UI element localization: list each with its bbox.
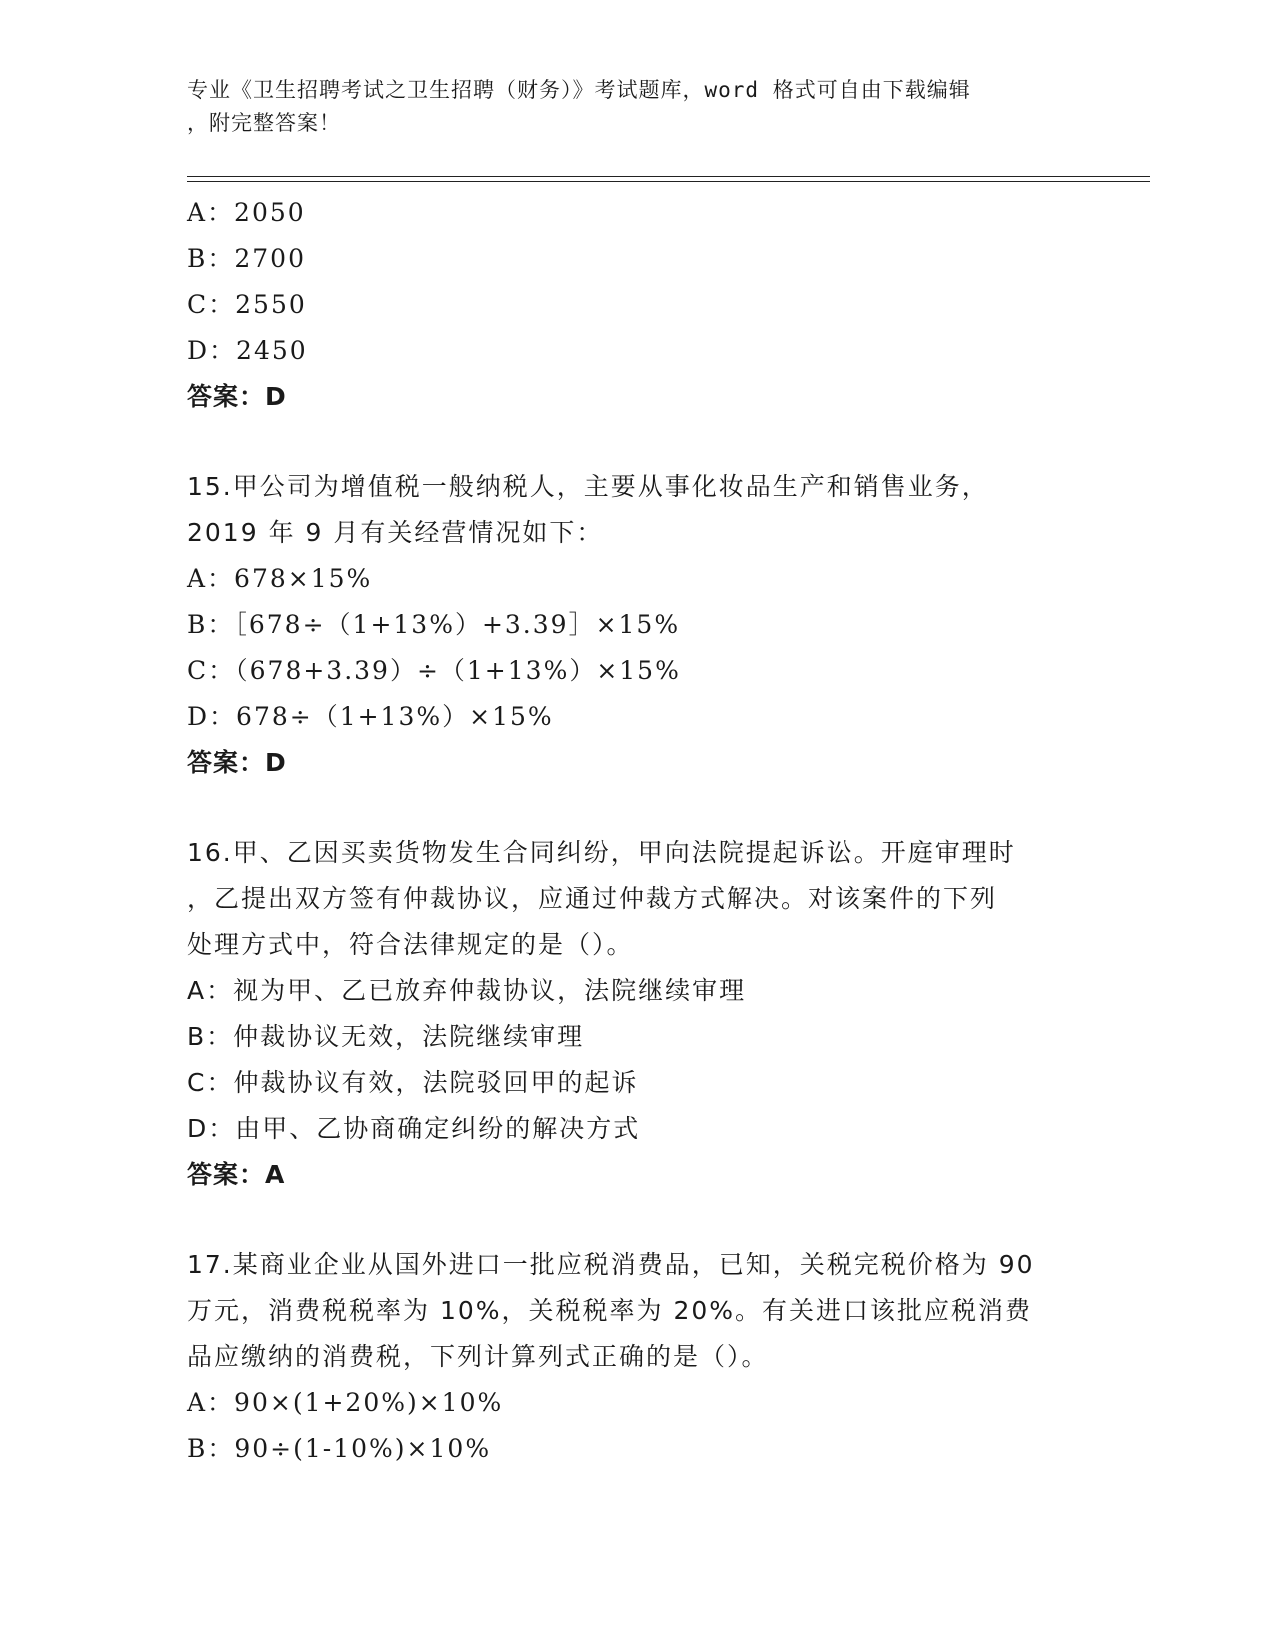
question-stem-line: 15.甲公司为增值税一般纳税人，主要从事化妆品生产和销售业务， [187, 472, 989, 501]
document-body [187, 190, 1107, 1472]
answer: 答案：D [187, 382, 287, 411]
answer: 答案：D [187, 748, 287, 777]
header-divider-bottom [187, 181, 1150, 182]
header-divider-top [187, 176, 1150, 177]
question-stem-line: 处理方式中，符合法律规定的是（）。 [187, 930, 634, 959]
option-b: B：2700 [187, 244, 306, 273]
option-a: A：678×15% [187, 564, 373, 593]
question-16 [187, 830, 1107, 1198]
option-c: C：2550 [187, 290, 307, 319]
header-line-1: 专业《卫生招聘考试之卫生招聘（财务）》考试题库，word 格式可自由下载编辑 [187, 78, 971, 102]
option-a: A：视为甲、乙已放弃仲裁协议，法院继续审理 [187, 976, 747, 1005]
option-c: C：仲裁协议有效，法院驳回甲的起诉 [187, 1068, 639, 1097]
option-d: D：2450 [187, 336, 308, 365]
option-d: D：678÷（1+13%）×15% [187, 702, 554, 731]
document-header [187, 74, 1087, 140]
option-a: A：90×(1+20%)×10% [187, 1388, 504, 1417]
option-b: B：90÷(1-10%)×10% [187, 1434, 492, 1463]
question-stem-line: 2019 年 9 月有关经营情况如下： [187, 518, 604, 547]
question-stem-line: 万元，消费税税率为 10%，关税税率为 20%。有关进口该批应税消费 [187, 1296, 1033, 1325]
option-b: B：［678÷（1+13%）+3.39］×15% [187, 610, 681, 639]
question-17 [187, 1242, 1107, 1472]
question-stem-line: 16.甲、乙因买卖货物发生合同纠纷，甲向法院提起诉讼。开庭审理时 [187, 838, 1016, 867]
option-b: B：仲裁协议无效，法院继续审理 [187, 1022, 585, 1051]
question-14 [187, 190, 1107, 420]
option-c: C：（678+3.39）÷（1+13%）×15% [187, 656, 681, 685]
question-stem-line: 17.某商业企业从国外进口一批应税消费品，已知，关税完税价格为 90 [187, 1250, 1035, 1279]
answer: 答案：A [187, 1160, 286, 1189]
option-d: D：由甲、乙协商确定纠纷的解决方式 [187, 1114, 641, 1143]
question-15 [187, 464, 1107, 786]
option-a: A：2050 [187, 198, 306, 227]
question-stem-line: ，乙提出双方签有仲裁协议，应通过仲裁方式解决。对该案件的下列 [187, 884, 998, 913]
header-line-2: ，附完整答案！ [187, 111, 341, 135]
question-stem-line: 品应缴纳的消费税，下列计算列式正确的是（）。 [187, 1342, 769, 1371]
